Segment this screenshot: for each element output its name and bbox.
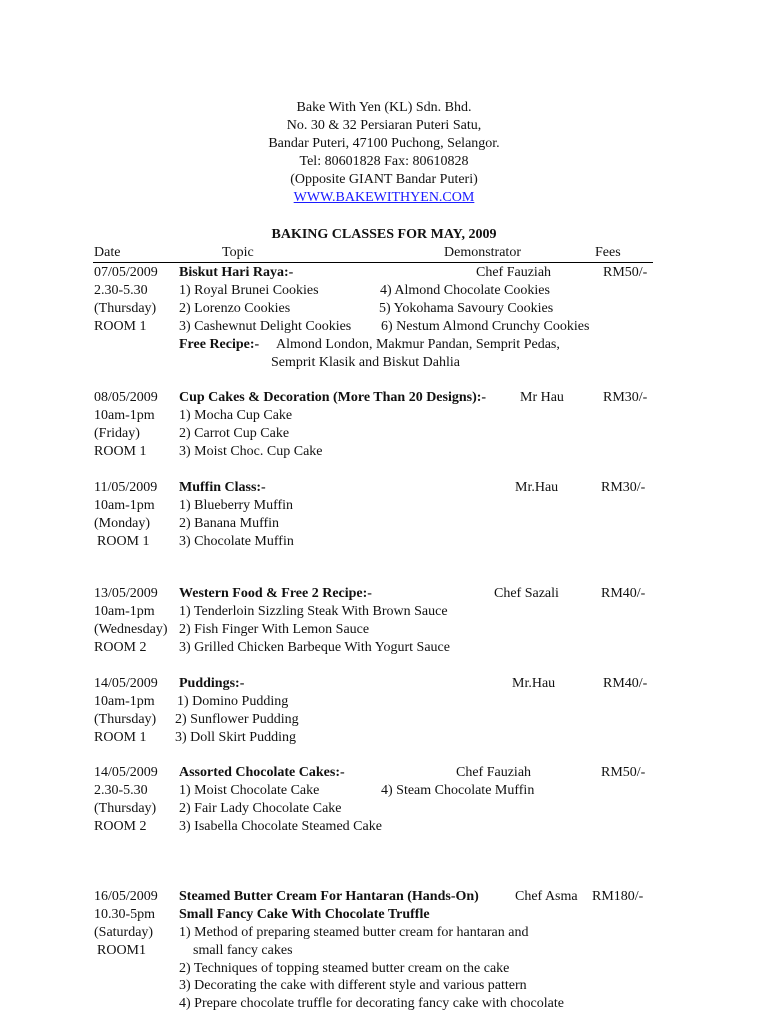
class-day: (Thursday) xyxy=(94,301,157,316)
company-address-line2: Bandar Puteri, 47100 Puchong, Selangor. xyxy=(268,136,500,151)
class-time: 10am-1pm xyxy=(94,408,155,423)
class-fee: RM180/- xyxy=(592,889,644,904)
class-item: 1) Royal Brunei Cookies xyxy=(179,283,319,298)
free-recipe-list: Semprit Klasik and Biskut Dahlia xyxy=(271,355,460,370)
class-fee: RM50/- xyxy=(603,265,648,280)
class-fee: RM40/- xyxy=(601,586,646,601)
class-time: 2.30-5.30 xyxy=(94,783,148,798)
class-day: (Monday) xyxy=(94,516,150,531)
free-recipe-list: Almond London, Makmur Pandan, Semprit Pedas, xyxy=(276,337,560,352)
class-fee: RM30/- xyxy=(603,390,648,405)
free-recipe-label: Free Recipe:- xyxy=(179,337,260,352)
class-room: ROOM 2 xyxy=(94,819,147,834)
class-day: (Thursday) xyxy=(94,801,157,816)
company-landmark: (Opposite GIANT Bandar Puteri) xyxy=(290,172,478,187)
class-title: Cup Cakes & Decoration (More Than 20 Designs):- xyxy=(179,390,487,405)
class-day: (Friday) xyxy=(94,426,140,441)
class-room: ROOM1 xyxy=(97,943,147,958)
class-item: 1) Moist Chocolate Cake xyxy=(179,783,320,798)
class-item: 4) Prepare chocolate truffle for decorating fancy cake with chocolate xyxy=(179,996,564,1011)
class-item: 3) Chocolate Muffin xyxy=(179,534,294,549)
header-fees: Fees xyxy=(595,245,621,260)
class-demonstrator: Chef Sazali xyxy=(494,586,559,601)
class-day: (Thursday) xyxy=(94,712,157,727)
class-date: 16/05/2009 xyxy=(94,889,158,904)
class-item: 4) Steam Chocolate Muffin xyxy=(381,783,535,798)
class-item: 1) Tenderloin Sizzling Steak With Brown Sauce xyxy=(179,604,448,619)
class-title: Assorted Chocolate Cakes:- xyxy=(179,765,345,780)
class-time: 10am-1pm xyxy=(94,498,155,513)
class-item: 6) Nestum Almond Crunchy Cookies xyxy=(381,319,590,334)
class-room: ROOM 1 xyxy=(97,534,150,549)
class-fee: RM40/- xyxy=(603,676,648,691)
class-fee: RM50/- xyxy=(601,765,646,780)
class-item: 2) Fish Finger With Lemon Sauce xyxy=(179,622,370,637)
class-day: (Saturday) xyxy=(94,925,154,940)
class-title: Western Food & Free 2 Recipe:- xyxy=(179,586,372,601)
class-date: 14/05/2009 xyxy=(94,676,158,691)
class-title: Steamed Butter Cream For Hantaran (Hands-On) xyxy=(179,889,479,904)
class-date: 07/05/2009 xyxy=(94,265,158,280)
class-item: 2) Banana Muffin xyxy=(179,516,280,531)
class-demonstrator: Mr.Hau xyxy=(512,676,556,691)
company-website-link[interactable]: WWW.BAKEWITHYEN.COM xyxy=(293,190,475,205)
class-date: 11/05/2009 xyxy=(94,480,158,495)
class-title: Muffin Class:- xyxy=(179,480,266,495)
class-demonstrator: Chef Fauziah xyxy=(476,265,552,280)
class-item: 3) Cashewnut Delight Cookies xyxy=(179,319,352,334)
company-phone: Tel: 80601828 Fax: 80610828 xyxy=(299,154,469,169)
class-item: 3) Grilled Chicken Barbeque With Yogurt Sauce xyxy=(179,640,450,655)
class-time: 10.30-5pm xyxy=(94,907,156,922)
header-date: Date xyxy=(94,245,121,260)
class-item: 1) Blueberry Muffin xyxy=(179,498,294,513)
class-time: 10am-1pm xyxy=(94,694,155,709)
header-demonstrator: Demonstrator xyxy=(444,245,521,260)
class-room: ROOM 1 xyxy=(94,730,147,745)
class-date: 08/05/2009 xyxy=(94,390,158,405)
class-item: 2) Lorenzo Cookies xyxy=(179,301,291,316)
class-item: 2) Carrot Cup Cake xyxy=(179,426,290,441)
class-fee: RM30/- xyxy=(601,480,646,495)
class-day: (Wednesday) xyxy=(94,622,168,637)
class-item: 2) Fair Lady Chocolate Cake xyxy=(179,801,342,816)
class-item: 4) Almond Chocolate Cookies xyxy=(380,283,550,298)
class-title: Puddings:- xyxy=(179,676,245,691)
company-address-line1: No. 30 & 32 Persiaran Puteri Satu, xyxy=(286,118,482,133)
class-demonstrator: Mr.Hau xyxy=(515,480,559,495)
company-website-row xyxy=(0,189,768,206)
class-item: 1) Mocha Cup Cake xyxy=(179,408,293,423)
class-room: ROOM 1 xyxy=(94,444,147,459)
class-item: 1) Domino Pudding xyxy=(177,694,289,709)
class-date: 14/05/2009 xyxy=(94,765,158,780)
class-item: 5) Yokohama Savoury Cookies xyxy=(379,301,554,316)
class-item: 1) Method of preparing steamed butter cream for hantaran and xyxy=(179,925,529,940)
class-demonstrator: Chef Fauziah xyxy=(456,765,532,780)
page-title: BAKING CLASSES FOR MAY, 2009 xyxy=(271,227,497,242)
class-item: 2) Techniques of topping steamed butter cream on the cake xyxy=(179,961,510,976)
class-item: 3) Moist Choc. Cup Cake xyxy=(179,444,323,459)
company-name: Bake With Yen (KL) Sdn. Bhd. xyxy=(296,100,472,115)
class-time: 10am-1pm xyxy=(94,604,155,619)
class-date: 13/05/2009 xyxy=(94,586,158,601)
class-item: small fancy cakes xyxy=(193,943,293,958)
class-subtitle: Small Fancy Cake With Chocolate Truffle xyxy=(179,907,430,922)
class-title: Biskut Hari Raya:- xyxy=(179,265,294,280)
class-item: 3) Isabella Chocolate Steamed Cake xyxy=(179,819,382,834)
header-divider xyxy=(93,262,653,263)
header-topic: Topic xyxy=(222,245,254,260)
class-room: ROOM 2 xyxy=(94,640,147,655)
class-room: ROOM 1 xyxy=(94,319,147,334)
class-demonstrator: Chef Asma xyxy=(515,889,578,904)
class-item: 2) Sunflower Pudding xyxy=(175,712,299,727)
class-time: 2.30-5.30 xyxy=(94,283,148,298)
class-item: 3) Decorating the cake with different style and various pattern xyxy=(179,978,527,993)
class-demonstrator: Mr Hau xyxy=(520,390,564,405)
class-item: 3) Doll Skirt Pudding xyxy=(175,730,296,745)
